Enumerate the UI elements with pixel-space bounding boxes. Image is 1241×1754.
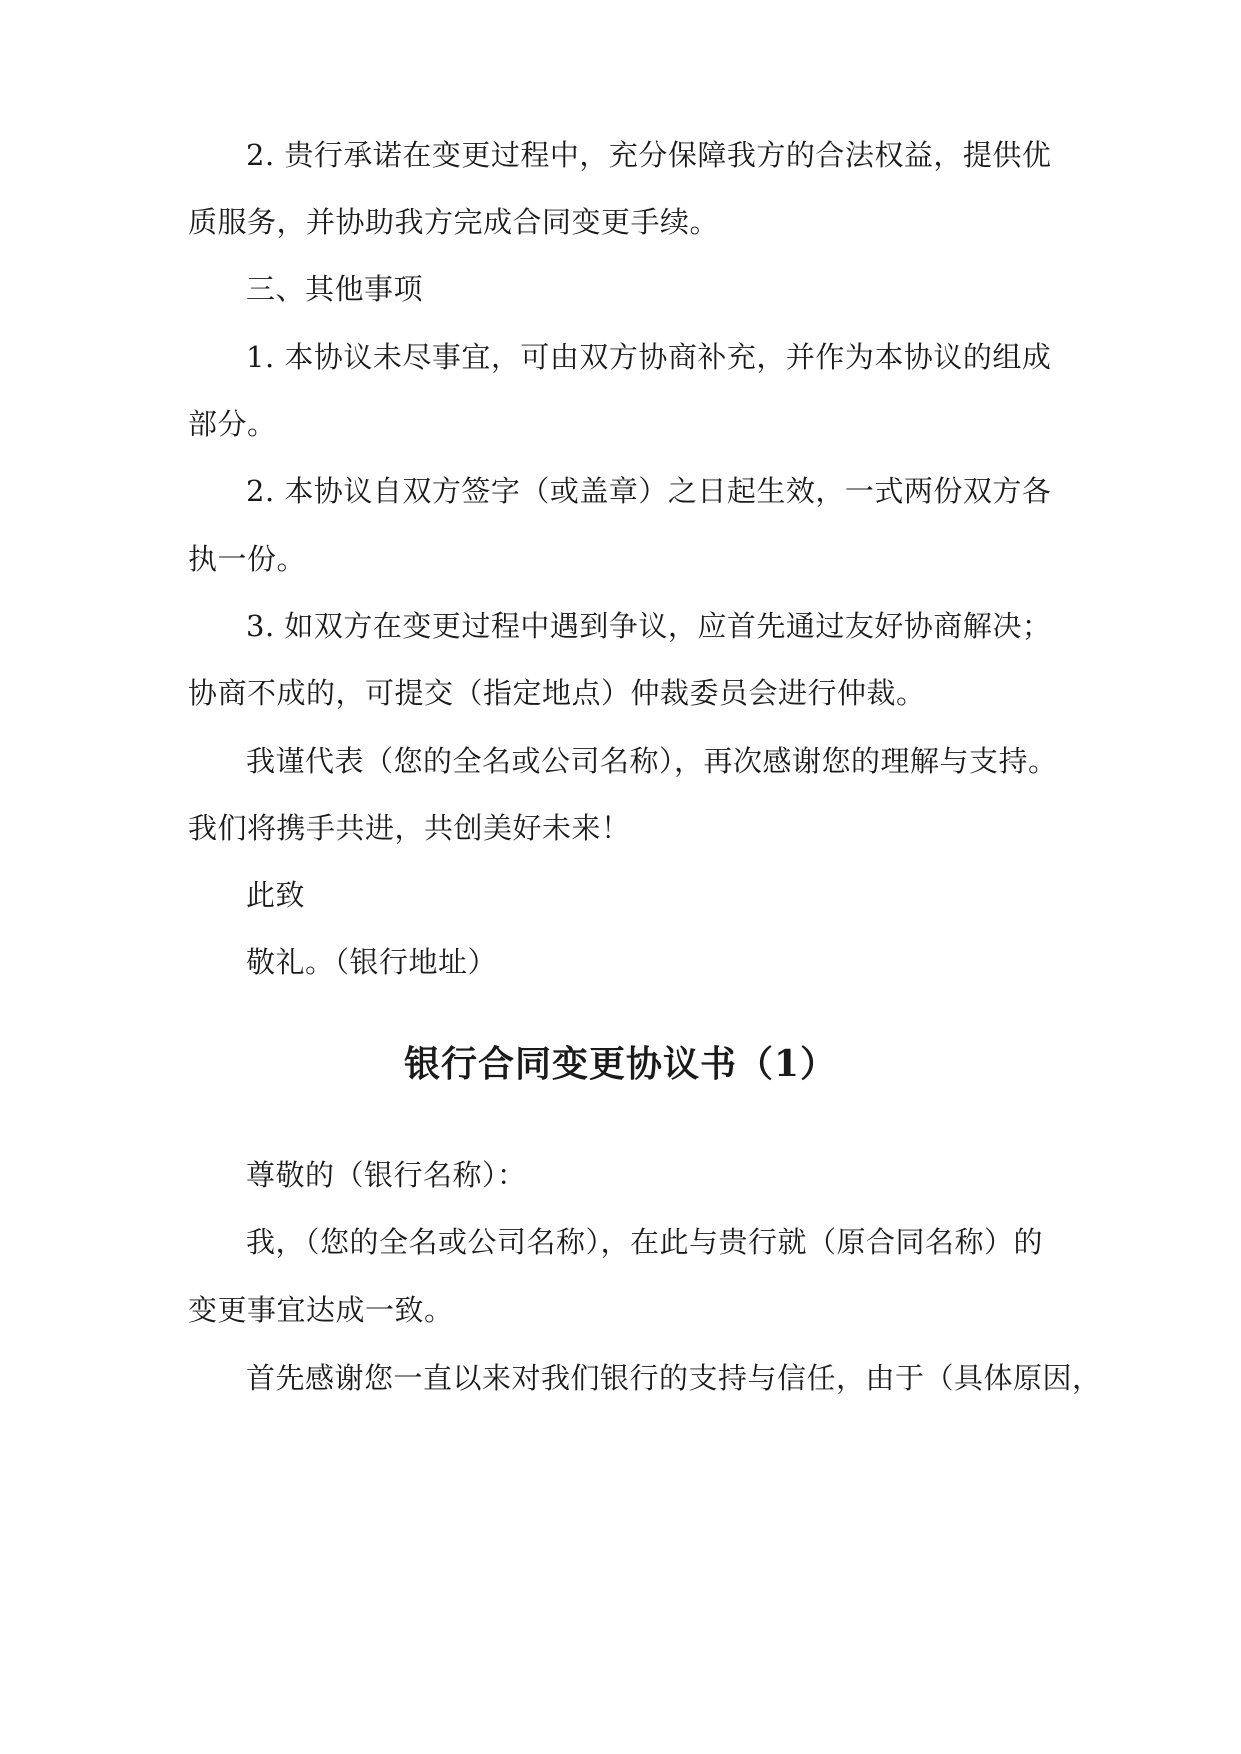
letter2-para1-line1: 我，（您的全名或公司名称），在此与贵行就（原合同名称）的 bbox=[246, 1225, 1044, 1259]
letter2-greeting: 尊敬的（银行名称）： bbox=[246, 1158, 527, 1192]
section-three-heading: 三、其他事项 bbox=[246, 272, 424, 306]
letter2-para1-line2: 变更事宜达成一致。 bbox=[188, 1293, 454, 1327]
section-two-item2-line1: 2. 贵行承诺在变更过程中，充分保障我方的合法权益，提供优 bbox=[246, 138, 1052, 172]
section-three-item1-line2: 部分。 bbox=[188, 407, 277, 441]
letter2-para2-line1: 首先感谢您一直以来对我们银行的支持与信任，由于（具体原因， bbox=[246, 1361, 1102, 1395]
section-three-item2-line1: 2. 本协议自双方签字（或盖章）之日起生效，一式两份双方各 bbox=[246, 474, 1052, 508]
section-two-item2-line2: 质服务，并协助我方完成合同变更手续。 bbox=[188, 205, 720, 239]
section-three-item2-line2: 执一份。 bbox=[188, 542, 307, 576]
document-title: 银行合同变更协议书（1） bbox=[403, 1043, 838, 1085]
closing-line2: 我们将携手共进，共创美好未来！ bbox=[188, 811, 631, 845]
closing-line1: 我谨代表（您的全名或公司名称），再次感谢您的理解与支持。 bbox=[246, 744, 1058, 778]
section-three-item3-line2: 协商不成的，可提交（指定地点）仲裁委员会进行仲裁。 bbox=[188, 676, 926, 710]
closing-salutation2: 敬礼。（银行地址） bbox=[246, 945, 498, 979]
section-three-item1-line1: 1. 本协议未尽事宜，可由双方协商补充，并作为本协议的组成 bbox=[246, 340, 1052, 374]
closing-salutation1: 此致 bbox=[246, 878, 306, 912]
section-three-item3-line1: 3. 如双方在变更过程中遇到争议，应首先通过友好协商解决； bbox=[246, 609, 1052, 643]
